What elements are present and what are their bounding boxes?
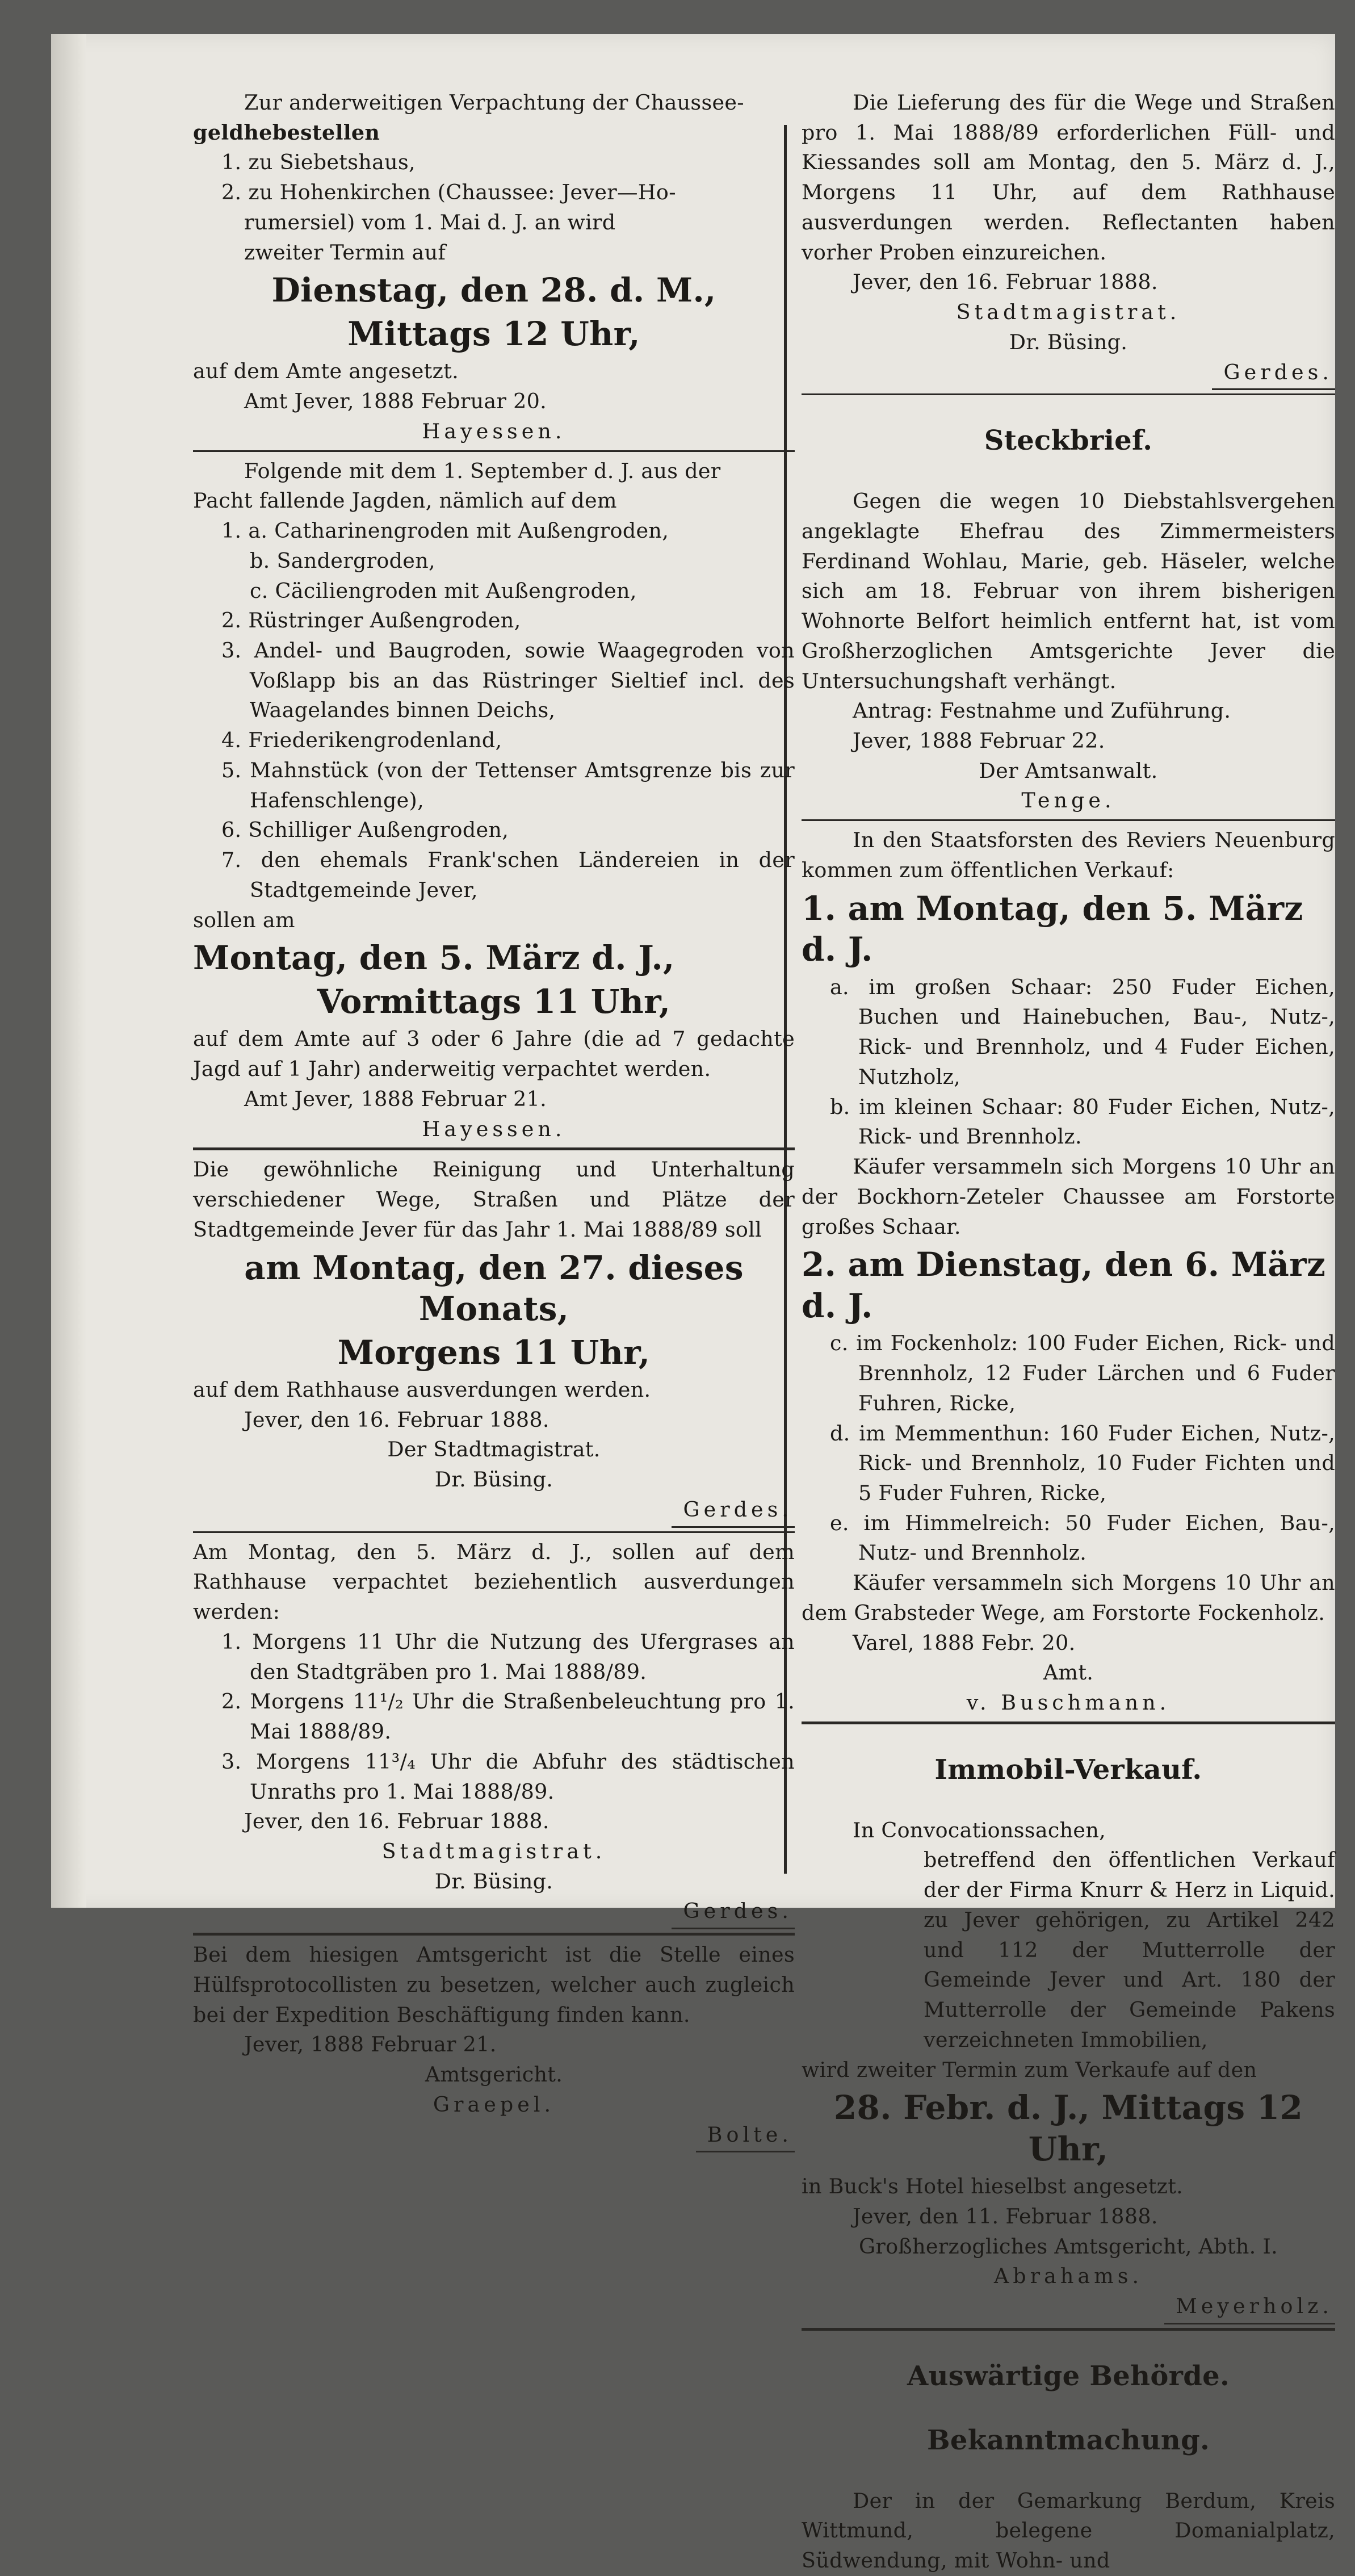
- list-item: 5. Mahnstück (von der Tettenser Amtsgrenze bis zur Hafenschlenge),: [221, 757, 795, 812]
- list-item: 2. Rüstringer Außengroden,: [221, 608, 521, 633]
- notice-rathhaus-verpachtung: [193, 1538, 795, 1930]
- divider: [193, 1531, 795, 1533]
- notice-office: Stadtmagistrat.: [381, 1839, 606, 1864]
- list-item: e. im Himmelreich: 50 Fuder Eichen, Bau-, Nutz- und Brennholz.: [830, 1510, 1335, 1565]
- notice-kiessand: [802, 88, 1335, 390]
- notice-dateline: Varel, 1888 Febr. 20.: [853, 1630, 1076, 1655]
- notice-text: sollen am: [193, 907, 295, 932]
- notice-amtsgericht-stelle: [193, 1940, 795, 2152]
- notice-text: In Convocationssachen,: [853, 1817, 1106, 1842]
- notice-immobil-verkauf: [802, 1752, 1335, 2324]
- notice-text: Käufer versammeln sich Morgens 10 Uhr an der Bockhorn-Zeteler Chaussee am Forstorte großes Schaar.: [802, 1154, 1335, 1239]
- newspaper-page: [51, 34, 1335, 2573]
- notice-signature: Gerdes.: [1212, 358, 1335, 391]
- notice-wege-reinigung: [193, 1155, 795, 1527]
- notice-heading: Immobil-Verkauf.: [934, 1753, 1202, 1786]
- notice-office: Der Stadtmagistrat.: [387, 1437, 601, 1462]
- divider: [193, 1147, 795, 1150]
- notice-holzverkauf: [802, 826, 1335, 1718]
- notice-text: Am Montag, den 5. März d. J., sollen auf dem Rathhause verpachtet beziehentlich ausverdungen werden:: [193, 1539, 795, 1624]
- list-item: 1. Morgens 11 Uhr die Nutzung des Ufergrases an den Stadtgräben pro 1. Mai 1888/89.: [221, 1629, 795, 1684]
- notice-text: geldhebestellen: [193, 120, 380, 145]
- divider: [193, 1933, 795, 1936]
- list-item: b. im kleinen Schaar: 80 Fuder Eichen, Nutz-, Rick- und Brennholz.: [830, 1094, 1335, 1149]
- notice-office: Großherzogliches Amtsgericht, Abth. I.: [858, 2234, 1278, 2259]
- notice-jagden: [193, 456, 795, 1145]
- list-item: a. im großen Schaar: 250 Fuder Eichen, Buchen und Hainebuchen, Bau-, Nutz-, Rick- und Brennholz, und 4 Fuder Eichen, Nutzholz,: [830, 974, 1335, 1089]
- notice-heading: Auswärtige Behörde.: [907, 2360, 1230, 2392]
- divider: [802, 393, 1335, 395]
- notice-text: Pacht fallende Jagden, nämlich auf dem: [193, 488, 617, 513]
- notice-office: Amt.: [1043, 1660, 1094, 1685]
- list-item: zweiter Termin auf: [244, 240, 446, 265]
- notice-text: Käufer versammeln sich Morgens 10 Uhr an dem Grabsteder Wege, am Forstorte Fockenholz.: [802, 1570, 1335, 1625]
- list-item: 3. Morgens 11³/₄ Uhr die Abfuhr des städtischen Unraths pro 1. Mai 1888/89.: [221, 1749, 795, 1804]
- notice-date-heading: Dienstag, den 28. d. M.,: [271, 271, 716, 310]
- notice-name: Dr. Büsing.: [434, 1869, 553, 1894]
- notice-text: Bei dem hiesigen Amtsgericht ist die Stelle eines Hülfsprotocollisten zu besetzen, welcher auch zugleich bei der Expedition Beschäftigung finden kann.: [193, 1942, 795, 2027]
- notice-office: Stadtmagistrat.: [956, 300, 1181, 325]
- list-item: 4. Friederikengrodenland,: [221, 728, 502, 753]
- notice-heading: Steckbrief.: [984, 425, 1153, 457]
- notice-dateline: Jever, 1888 Februar 21.: [244, 2032, 497, 2057]
- notice-signature: Gerdes.: [672, 1495, 795, 1528]
- notice-text: Antrag: Festnahme und Zuführung.: [853, 698, 1231, 723]
- notice-signature: Hayessen.: [422, 418, 566, 443]
- list-item: d. im Memmenthun: 160 Fuder Eichen, Nutz-, Rick- und Brennholz, 10 Fuder Fichten und 5 Fuder Fuhren, Ricke,: [830, 1421, 1335, 1505]
- notice-date-heading: 2. am Dienstag, den 6. März d. J.: [802, 1245, 1326, 1325]
- notice-text: auf dem Amte auf 3 oder 6 Jahre (die ad 7 gedachte Jagd auf 1 Jahr) anderweitig verpachtet werden.: [193, 1027, 795, 1082]
- list-item: 1. a. Catharinengroden mit Außengroden,: [221, 518, 669, 543]
- notice-signature: Meyerholz.: [1164, 2292, 1335, 2324]
- list-item: 2. zu Hohenkirchen (Chaussee: Jever—Ho-: [221, 180, 676, 205]
- notice-text: auf dem Amte angesetzt.: [193, 359, 459, 384]
- notice-text: wird zweiter Termin zum Verkaufe auf den: [802, 2057, 1257, 2082]
- notice-date-heading: 28. Febr. d. J., Mittags 12 Uhr,: [833, 2088, 1303, 2168]
- notice-dateline: Amt Jever, 1888 Februar 21.: [244, 1086, 547, 1111]
- notice-dateline: Amt Jever, 1888 Februar 20.: [244, 389, 547, 414]
- notice-dateline: Jever, den 16. Februar 1888.: [244, 1809, 549, 1834]
- list-item: 7. den ehemals Frank'schen Ländereien in der Stadtgemeinde Jever,: [221, 848, 795, 902]
- notice-time-heading: Vormittags 11 Uhr,: [317, 982, 671, 1021]
- notice-text: Folgende mit dem 1. September d. J. aus der: [244, 458, 721, 483]
- notice-name: Dr. Büsing.: [434, 1467, 553, 1492]
- notice-date-heading: 1. am Montag, den 5. März d. J.: [802, 889, 1303, 969]
- left-column: [193, 88, 795, 2152]
- notice-steckbrief: [802, 422, 1335, 816]
- divider: [802, 819, 1335, 821]
- notice-signature: Bolte.: [696, 2120, 795, 2153]
- divider: [193, 450, 795, 452]
- notice-text: Die Lieferung des für die Wege und Straßen pro 1. Mai 1888/89 erforderlichen Füll- und Kiessandes soll am Montag, den 5. März d. J., Morgens 11 Uhr, auf dem Rathhause ausverdungen werden. Reflectanten haben vorher Proben einzureichen.: [802, 90, 1335, 265]
- list-item: 1. zu Siebetshaus,: [221, 150, 416, 175]
- list-item: c. Cäciliengroden mit Außengroden,: [250, 578, 637, 603]
- list-item: rumersiel) vom 1. Mai d. J. an wird: [244, 210, 616, 234]
- notice-dateline: Jever, den 11. Februar 1888.: [853, 2204, 1158, 2229]
- notice-time-heading: Mittags 12 Uhr,: [347, 314, 640, 353]
- notice-text: Die gewöhnliche Reinigung und Unterhaltung verschiedener Wege, Straßen und Plätze der Stadtgemeinde Jever für das Jahr 1. Mai 1888/89 soll: [193, 1157, 795, 1242]
- divider: [802, 1721, 1335, 1724]
- list-item: c. im Fockenholz: 100 Fuder Eichen, Rick- und Brennholz, 12 Fuder Lärchen und 6 Fuder Fuhren, Ricke,: [830, 1331, 1335, 1415]
- notice-signature: Hayessen.: [422, 1116, 566, 1141]
- notice-name: Graepel.: [433, 2092, 555, 2117]
- notice-date-heading: Montag, den 5. März d. J.,: [193, 939, 675, 978]
- notice-text: Zur anderweitigen Verpachtung der Chaussee-: [244, 90, 744, 115]
- notice-office: Amtsgericht.: [425, 2062, 563, 2087]
- list-item: 2. Morgens 11¹/₂ Uhr die Straßenbeleuchtung pro 1. Mai 1888/89.: [221, 1689, 795, 1744]
- notice-text: auf dem Rathhause ausverdungen werden.: [193, 1377, 651, 1402]
- notice-dateline: Jever, den 16. Februar 1888.: [853, 270, 1158, 295]
- notice-text: In den Staatsforsten des Reviers Neuenburg kommen zum öffentlichen Verkauf:: [802, 828, 1335, 882]
- notice-text: in Buck's Hotel hieselbst angesetzt.: [802, 2174, 1184, 2199]
- right-column: [802, 88, 1335, 2576]
- notice-dateline: Jever, 1888 Februar 22.: [853, 728, 1105, 753]
- notice-auswaertige-behoerde: [802, 2358, 1335, 2576]
- notice-dateline: Jever, den 16. Februar 1888.: [244, 1407, 549, 1432]
- list-item: 6. Schilliger Außengroden,: [221, 818, 509, 843]
- list-item: 3. Andel- und Baugroden, sowie Waagegroden von Voßlapp bis an das Rüstringer Sieltief incl. des Waagelandes binnen Deichs,: [221, 638, 795, 723]
- notice-name: Dr. Büsing.: [1009, 329, 1128, 354]
- notice-text: Der in der Gemarkung Berdum, Kreis Wittmund, belegene Domanialplatz, Südwendung, mit Wohn- und: [802, 2488, 1335, 2573]
- notice-text: betreffend den öffentlichen Verkauf der der Firma Knurr & Herz in Liquid. zu Jever gehörigen, zu Artikel 242 und 112 der Mutterrolle der Gemeinde Jever und Art. 180 der Mutterrolle der Gemeinde Pakens verzeichneten Immobilien,: [924, 1848, 1335, 2052]
- notice-signature: Gerdes.: [672, 1896, 795, 1929]
- divider: [802, 2328, 1335, 2331]
- notice-name: Abrahams.: [993, 2264, 1143, 2289]
- notice-office: Der Amtsanwalt.: [979, 758, 1158, 783]
- notice-name: Tenge.: [1021, 788, 1115, 813]
- notice-subheading: Bekanntmachung.: [926, 2424, 1210, 2456]
- list-item: b. Sandergroden,: [250, 548, 435, 573]
- notice-name: v. Buschmann.: [966, 1690, 1171, 1715]
- notice-time-heading: Morgens 11 Uhr,: [337, 1333, 651, 1372]
- notice-date-heading: am Montag, den 27. dieses Monats,: [244, 1248, 744, 1328]
- page-binding-edge: [51, 34, 86, 1908]
- notice-text: Gegen die wegen 10 Diebstahlsvergehen angeklagte Ehefrau des Zimmermeisters Ferdinand Wohlau, Marie, geb. Häseler, welche sich am 18. Februar von ihrem bisherigen Wohnorte Belfort heimlich entfernt hat, ist vom Großherzoglichen Amtsgerichte Jever die Untersuchungshaft verhängt.: [802, 489, 1335, 693]
- notice-chaussee: [193, 88, 795, 447]
